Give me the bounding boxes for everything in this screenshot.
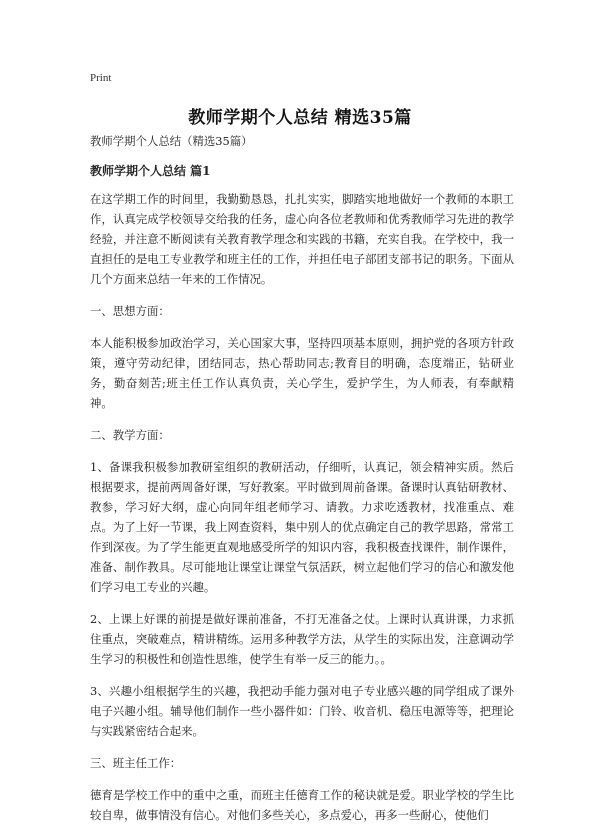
heading-teaching: 二、教学方面： — [90, 428, 170, 442]
paragraph-lesson-prep: 1、备课我积极参加教研室组织的教研活动，仔细听，认真记，领会精神实质。然后根据要求，提前两周备好课，写好教案。平时做到周前备课。备课时认真钻研教材、教参，学习好大纲，虚心向同年组老师学习、请教。力求吃透教材，找准重点、难点。为了上好一节课，我上网查资料，集中别人的优点确定自己的教学思路，常常工作到深夜。为了学生能更直观地感受所学的知识内容，我积极查找课件，制作课件，准备、制作教具。尽可能地让课堂让课堂气氛活跃，树立起他们学习的信心和激发他们学习电工专业的兴趣。 — [90, 460, 514, 594]
paragraph-class: 2、上课上好课的前提是做好课前准备，不打无准备之仗。上课时认真讲课，力求抓住重点，突破难点，精讲精练。运用多种教学方法，从学生的实际出发，注意调动学生学习的积极性和创造性思维，使学生有举一反三的能力。。 — [90, 612, 514, 666]
paragraph-interest-group: 3、兴趣小组根据学生的兴趣，我把动手能力强对电子专业感兴趣的同学组成了课外电子兴趣小组。辅导他们制作一些小器件如：门铃、收音机、稳压电源等等，把理论与实践紧密结合起来。 — [90, 684, 514, 738]
print-link[interactable]: Print — [90, 72, 112, 84]
document-subtitle: 教师学期个人总结（精选35篇） — [90, 134, 253, 148]
paragraph-moral-education: 德育是学校工作中的重中之重，而班主任德育工作的秘诀就是爱。职业学校的学生比较自卑，做事情没有信心。对他们多些关心，多点爱心，再多一些耐心，使他们 — [90, 788, 514, 822]
section-heading: 教师学期个人总结 篇1 — [90, 164, 211, 178]
heading-class-teacher: 三、班主任工作： — [90, 756, 182, 770]
document-body — [90, 131, 514, 837]
paragraph-thought: 本人能积极参加政治学习，关心国家大事，坚持四项基本原则，拥护党的各项方针政策，遵守劳动纪律，团结同志，热心帮助同志;教育目的明确，态度端正，钻研业务，勤奋刻苦;班主任工作认真负责，关心学生，爱护学生，为人师表，有奉献精神。 — [90, 336, 514, 410]
intro-paragraph: 在这学期工作的时间里，我勤勤恳恳，扎扎实实，脚踏实地地做好一个教师的本职工作，认真完成学校领导交给我的任务，虚心向各位老教师和优秀教师学习先进的教学经验，并注意不断阅读有关教育教学理念和实践的书籍，充实自我。在学校中，我一直担任的是电工专业教学和班主任的工作，并担任电子部团支部书记的职务。下面从几个方面来总结一年来的工作情况。 — [90, 192, 514, 286]
heading-thought: 一、思想方面： — [90, 304, 170, 318]
page-title: 教师学期个人总结 精选35篇 — [188, 108, 412, 128]
